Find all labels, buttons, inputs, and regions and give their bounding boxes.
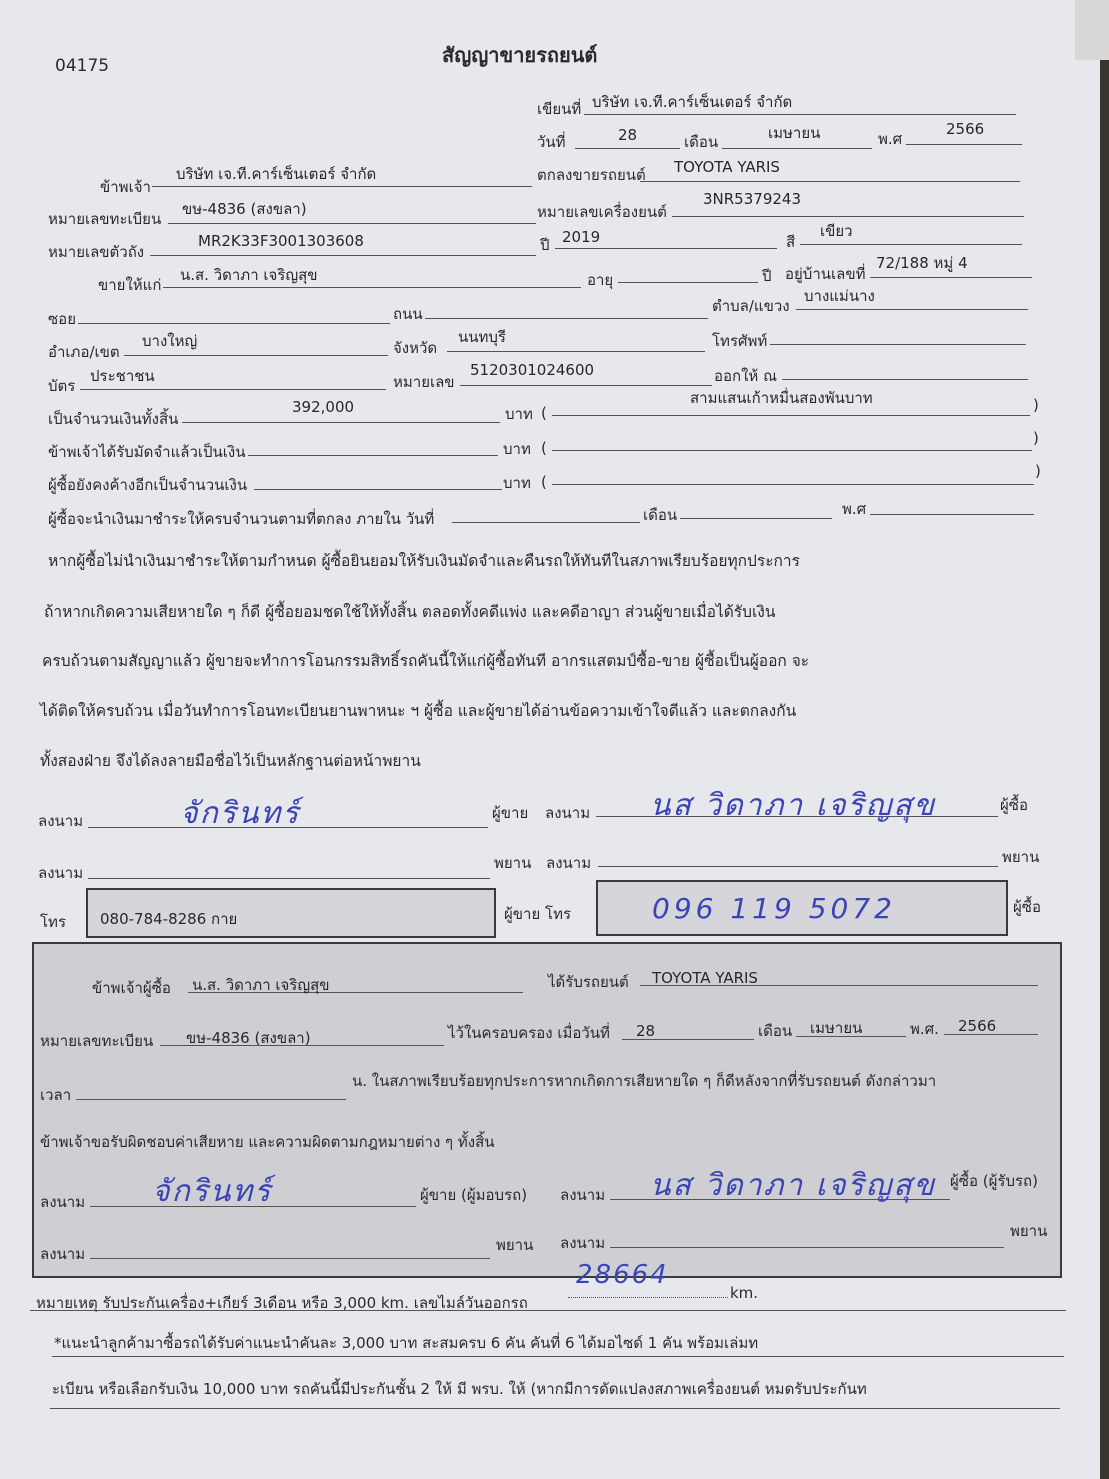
seller-phone-box — [86, 888, 496, 938]
witness-label-2: พยาน — [1002, 848, 1040, 866]
year-line — [555, 248, 777, 249]
reg-no-line — [168, 223, 536, 224]
month-line — [722, 148, 872, 149]
witness1-sign-line — [88, 878, 490, 879]
agree-sell-label: ตกลงขายรถยนต์ — [537, 166, 646, 184]
i-label: ข้าพเจ้า — [100, 178, 151, 196]
subdistrict-value: บางแม่นาง — [804, 287, 875, 305]
age-line — [618, 282, 758, 283]
issued-at-label: ออกให้ ณ — [714, 367, 777, 385]
house-no-line — [870, 277, 1032, 278]
remaining-words-line — [552, 484, 1034, 485]
year-unit-label: ปี — [762, 267, 772, 285]
month-label: เดือน — [684, 133, 719, 151]
day-value: 28 — [618, 126, 638, 144]
buyer-signature: นส วิดาภา เจริญสุข — [650, 788, 937, 823]
receipt-sign-label-1: ลงนาม — [40, 1193, 86, 1211]
note-line-3: ะเบียน หรือเลือกรับเงิน 10,000 บาท รถคันนี้มีประกันชั้น 2 ให้ มี พรบ. ให้ (หากมีการดัดแปลงสภาพเครื่องยนต์ หมดรับประกันท — [52, 1380, 867, 1398]
car-line — [640, 181, 1020, 182]
written-at-line — [584, 114, 1016, 115]
engine-no-line — [672, 216, 1024, 217]
subdistrict-line — [796, 309, 1028, 310]
reg-no-label: หมายเลขทะเบียน — [48, 210, 162, 228]
receipt-sign-label-4: ลงนาม — [560, 1234, 606, 1252]
sell-to-line — [163, 287, 581, 288]
seller-tel-label: ผู้ขาย โทร — [504, 905, 572, 923]
remaining-paren-open: ( — [541, 473, 547, 491]
be-year-value: 2566 — [946, 120, 985, 138]
province-value: นนทบุรี — [458, 328, 506, 346]
card-no-value: 5120301024600 — [470, 361, 595, 379]
receipt-month-value: เมษายน — [810, 1019, 863, 1037]
total-label: เป็นจำนวนเงินทั้งสิ้น — [48, 410, 179, 428]
deposit-baht-label: บาท — [503, 440, 531, 458]
year-value: 2019 — [562, 228, 601, 246]
sign-label-3: ลงนาม — [38, 864, 84, 882]
card-value: ประชาชน — [90, 367, 155, 385]
phone-tel-label: โทร — [40, 913, 67, 931]
paragraph-line-1: หากผู้ซื้อไม่นำเงินมาชำระให้ตามกำหนด ผู้ซื้อยินยอมให้รับเงินมัดจำและคืนรถให้ทันทีในสภาพเรียบร้อยทุกประการ — [48, 552, 800, 570]
remaining-label: ผู้ซื้อยังคงค้างอีกเป็นจำนวนเงิน — [48, 476, 248, 494]
deposit-paren-open: ( — [541, 439, 547, 457]
be-year-label: พ.ศ — [878, 130, 903, 148]
document-title: สัญญาขายรถยนต์ — [442, 43, 598, 67]
paragraph-line-2: ถ้าหากเกิดความเสียหายใด ๆ ก็ดี ผู้ซื้อยอมชดใช้ให้ทั้งสิ้น ตลอดทั้งคดีแพ่ง และคดีอาญา ส่วนผู้ขายเมื่อได้รับเงิน — [44, 603, 776, 621]
total-paren-open: ( — [541, 404, 547, 422]
phone-line — [770, 344, 1026, 345]
card-line — [80, 389, 386, 390]
receipt-time-label: เวลา — [40, 1086, 72, 1104]
buyer-label: ผู้ซื้อ — [1000, 796, 1028, 814]
color-line — [800, 244, 1022, 245]
seller-signature: จักรินทร์ — [180, 796, 301, 831]
receipt-responsible-text: ข้าพเจ้าขอรับผิดชอบค่าเสียหาย และความผิดตามกฎหมายต่าง ๆ ทั้งสิ้น — [40, 1133, 495, 1151]
paragraph-line-5: ทั้งสองฝ่าย จึงได้ลงลายมือชื่อไว้เป็นหลักฐานต่อหน้าพยาน — [40, 752, 421, 770]
remaining-line — [254, 489, 502, 490]
issued-at-line — [782, 379, 1028, 380]
pay-month-label: เดือน — [643, 506, 678, 524]
engine-no-label: หมายเลขเครื่องยนต์ — [537, 203, 667, 221]
deposit-words-line — [552, 450, 1032, 451]
total-value: 392,000 — [292, 398, 355, 416]
receipt-i-buyer-label: ข้าพเจ้าผู้ซื้อ — [92, 979, 171, 997]
receipt-time-line — [76, 1099, 346, 1100]
deposit-paren-close: ) — [1033, 429, 1039, 447]
receipt-be-label: พ.ศ. — [910, 1020, 939, 1038]
i-line — [152, 186, 532, 187]
month-value: เมษายน — [768, 124, 821, 142]
receipt-be-value: 2566 — [958, 1017, 997, 1035]
receipt-condition-text: น. ในสภาพเรียบร้อยทุกประการหากเกิดการเสียหายใด ๆ ก็ดีหลังจากที่รับรถยนต์ ดังกล่าวมา — [352, 1072, 937, 1090]
province-label: จังหวัด — [393, 339, 438, 357]
receipt-witness1-line — [90, 1258, 490, 1259]
receipt-sign-label-3: ลงนาม — [40, 1245, 86, 1263]
remaining-baht-label: บาท — [503, 474, 531, 492]
house-no-label: อยู่บ้านเลขที่ — [785, 265, 866, 283]
receipt-received-label: ได้รับรถยนต์ — [548, 973, 629, 991]
note-line-2: *แนะนำลูกค้ามาซื้อรถได้รับค่าแนะนำคันละ 3,000 บาท สะสมครบ 6 คัน คันที่ 6 ได้มอไซด์ 1 คัน พร้อมเล่มท — [54, 1334, 759, 1352]
note-line-3-rule — [50, 1408, 1060, 1409]
paragraph-line-4: ได้ติดให้ครบถ้วน เมื่อวันทำการโอนทะเบียนยานพาหนะ ฯ ผู้ซื้อ และผู้ขายได้อ่านข้อความเข้าใจดีแล้ว และตกลงกัน — [40, 702, 797, 720]
total-baht-label: บาท — [505, 405, 533, 423]
chassis-no-line — [150, 255, 536, 256]
day-label: วันที่ — [537, 133, 566, 151]
pay-within-label: ผู้ซื้อจะนำเงินมาชำระให้ครบจำนวนตามที่ตกลง ภายใน วันที่ — [48, 510, 435, 528]
pay-be-label: พ.ศ — [842, 500, 867, 518]
written-at-label: เขียนที่ — [537, 100, 582, 118]
sign-label-4: ลงนาม — [546, 854, 592, 872]
total-paren-close: ) — [1033, 396, 1039, 414]
road-line — [425, 318, 708, 319]
deposit-line — [248, 455, 498, 456]
pay-be-line — [870, 514, 1034, 515]
sell-to-label: ขายให้แก่ — [98, 276, 162, 294]
card-no-line — [460, 385, 712, 386]
house-no-value: 72/188 หมู่ 4 — [876, 254, 968, 272]
witness-label-1: พยาน — [494, 854, 532, 872]
receipt-buyer-receive-label: ผู้ซื้อ (ผู้รับรถ) — [950, 1172, 1038, 1190]
buyer-value: น.ส. วิดาภา เจริญสุข — [180, 266, 318, 284]
engine-no-value: 3NR5379243 — [703, 190, 801, 208]
receipt-witness2-line — [610, 1247, 1004, 1248]
seller-label: ผู้ขาย — [492, 804, 529, 822]
subdistrict-label: ตำบล/แขวง — [712, 297, 790, 315]
written-at-value: บริษัท เจ.ที.คาร์เซ็นเตอร์ จำกัด — [592, 93, 793, 111]
card-label: บัตร — [48, 377, 76, 395]
receipt-witness-label-1: พยาน — [496, 1236, 534, 1254]
pay-month-line — [680, 518, 832, 519]
soi-line — [78, 323, 390, 324]
mileage-value: 28664 — [576, 1260, 669, 1290]
note-line-2-rule — [52, 1356, 1064, 1357]
color-label: สี — [786, 233, 796, 251]
chassis-no-value: MR2K33F3001303608 — [198, 232, 364, 250]
year-label: ปี — [540, 236, 550, 254]
receipt-sign-label-2: ลงนาม — [560, 1186, 606, 1204]
receipt-seller-signature: จักรินทร์ — [152, 1174, 273, 1209]
car-value: TOYOTA YARIS — [674, 158, 780, 176]
receipt-reg-value: ขษ-4836 (สงขลา) — [186, 1029, 311, 1047]
paragraph-line-3: ครบถ้วนตามสัญญาแล้ว ผู้ขายจะทำการโอนกรรมสิทธิ์รถคันนี้ให้แก่ผู้ซื้อทันที อากรแสตมป์ซื้อ-ขาย ผู้ซื้อเป็นผู้ออก จะ — [42, 652, 810, 670]
total-words-value: สามแสนเก้าหมื่นสองพันบาท — [690, 389, 873, 407]
deposit-label: ข้าพเจ้าได้รับมัดจำแล้วเป็นเงิน — [48, 443, 246, 461]
document-number: 04175 — [55, 56, 110, 76]
buyer-phone-box — [596, 880, 1008, 936]
receipt-buyer-value: น.ส. วิดาภา เจริญสุข — [192, 976, 330, 994]
i-value: บริษัท เจ.ที.คาร์เซ็นเตอร์ จำกัด — [176, 165, 377, 183]
km-label: km. — [730, 1284, 759, 1302]
phone-label: โทรศัพท์ — [712, 332, 768, 350]
receipt-seller-deliver-label: ผู้ขาย (ผู้มอบรถ) — [420, 1186, 528, 1204]
buyer-phone-label: ผู้ซื้อ — [1013, 898, 1041, 916]
district-label: อำเภอ/เขต — [48, 343, 120, 361]
age-label: อายุ — [587, 271, 614, 289]
road-label: ถนน — [393, 305, 423, 323]
color-value: เขียว — [820, 222, 853, 240]
district-value: บางใหญ่ — [142, 332, 198, 350]
paper-corner — [1075, 0, 1109, 60]
be-year-line — [906, 144, 1022, 145]
receipt-reg-label: หมายเลขทะเบียน — [40, 1032, 154, 1050]
sign-label-2: ลงนาม — [545, 804, 591, 822]
province-line — [447, 351, 705, 352]
note-line-1-rule — [30, 1310, 1066, 1311]
sign-label-1: ลงนาม — [38, 812, 84, 830]
card-no-label: หมายเลข — [393, 373, 455, 391]
chassis-no-label: หมายเลขตัวถัง — [48, 243, 145, 261]
total-words-line — [552, 415, 1030, 416]
receipt-witness-label-2: พยาน — [1010, 1222, 1048, 1240]
witness2-sign-line — [598, 866, 998, 867]
soi-label: ซอย — [48, 310, 76, 328]
vehicle-receipt-box — [32, 942, 1062, 1278]
reg-no-value: ขษ-4836 (สงขลา) — [182, 200, 307, 218]
receipt-buyer-signature: นส วิดาภา เจริญสุข — [650, 1168, 937, 1203]
receipt-car-value: TOYOTA YARIS — [652, 969, 758, 987]
total-line — [182, 422, 500, 423]
remaining-paren-close: ) — [1035, 462, 1041, 480]
receipt-possess-label: ไว้ในครอบครอง เมื่อวันที่ — [448, 1024, 610, 1042]
receipt-day-value: 28 — [636, 1022, 656, 1040]
receipt-month-label: เดือน — [758, 1022, 793, 1040]
note-line-1: หมายเหตุ รับประกันเครื่อง+เกียร์ 3เดือน หรือ 3,000 km. เลขไมล์วันออกรถ — [36, 1294, 528, 1312]
day-line — [575, 148, 680, 149]
district-line — [124, 355, 388, 356]
seller-phone-value: 080-784-8286 กาย — [100, 910, 238, 928]
buyer-phone-value: 096 119 5072 — [652, 892, 896, 925]
mileage-line — [568, 1297, 728, 1298]
pay-day-line — [452, 522, 640, 523]
